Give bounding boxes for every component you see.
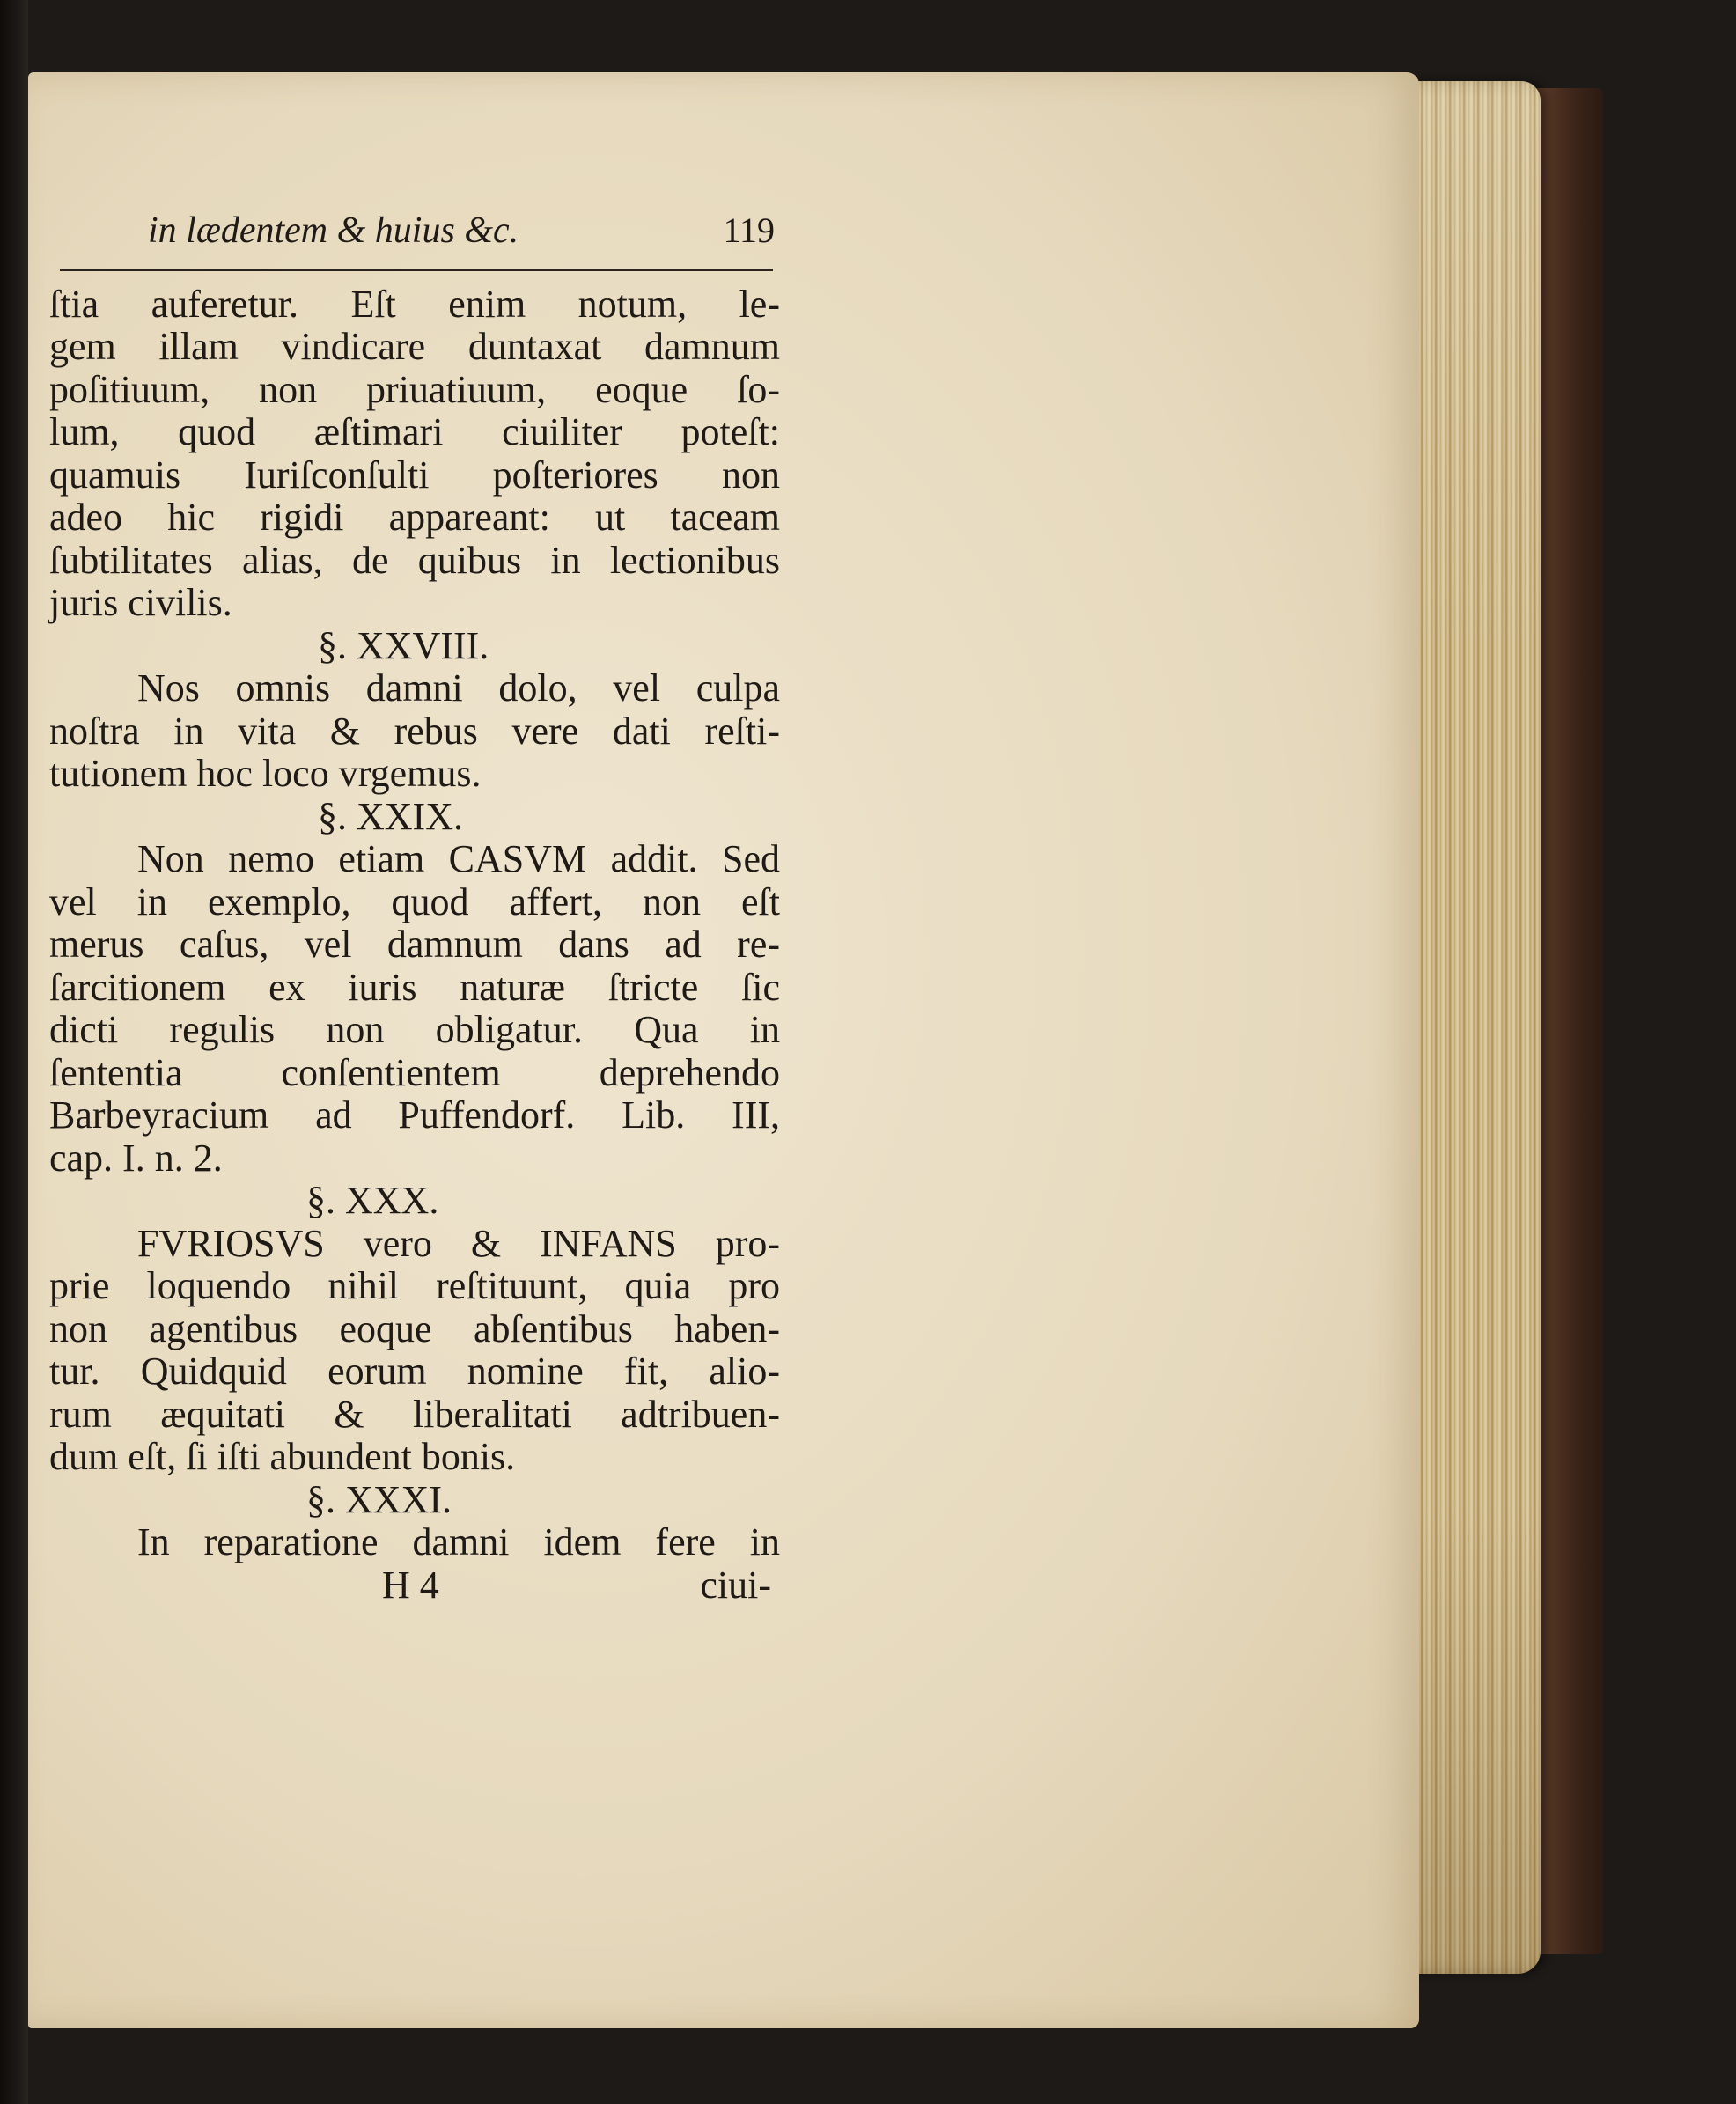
page-text: [49, 210, 780, 1607]
text-line: non agentibus eoque abſentibus haben-: [49, 1306, 780, 1350]
section-heading: §. XXVIII.: [318, 623, 489, 667]
text-line: lum, quod æſtimari ciuiliter poteſt:: [49, 410, 780, 453]
text-line: Nos omnis damni dolo, vel culpa: [137, 666, 780, 710]
text-line: Barbeyracium ad Puffendorf. Lib. III,: [49, 1093, 780, 1137]
section-heading: §. XXX.: [306, 1179, 439, 1222]
text-line: juris civilis.: [49, 581, 232, 624]
section-heading: §. XXXI.: [306, 1477, 452, 1521]
text-line: poſitiuum, non priuatiuum, eoque ſo-: [49, 367, 780, 411]
text-line: ſubtilitates alias, de quibus in lectionibus: [49, 538, 780, 582]
page-number: 119: [723, 210, 775, 250]
text-line: merus caſus, vel damnum dans ad re-: [49, 923, 780, 966]
section-heading: §. XXIX.: [318, 794, 463, 838]
left-binding-edge: [0, 0, 28, 2104]
text-line: rum æquitati & liberalitati adtribuen-: [49, 1392, 780, 1436]
text-line: prie loquendo nihil reſtituunt, quia pro: [49, 1264, 780, 1307]
text-line: In reparatione damni idem fere in: [137, 1520, 780, 1563]
running-head: in lædentem & huius &c.: [148, 210, 519, 251]
text-line: adeo hic rigidi appareant: ut taceam: [49, 496, 780, 539]
text-line: noſtra in vita & rebus vere dati reſti-: [49, 709, 780, 753]
text-line: ſtia auferetur. Eſt enim notum, le-: [49, 282, 780, 326]
text-line: ſententia conſentientem deprehendo: [49, 1050, 780, 1094]
text-line: quamuis Iuriſconſulti poſteriores non: [49, 452, 780, 497]
page-footer: [49, 1564, 780, 1607]
page-header: [49, 210, 780, 253]
text-line: vel in exemplo, quod affert, non eſt: [49, 879, 780, 923]
text-line: cap. I. n. 2.: [49, 1136, 223, 1180]
text-line: dicti regulis non obligatur. Qua in: [49, 1008, 780, 1051]
header-rule: [60, 269, 773, 271]
text-line: ſarcitionem ex iuris naturæ ſtricte ſic: [49, 965, 780, 1009]
text-line: tutionem hoc loco vrgemus.: [49, 752, 482, 795]
text-line: dum eſt, ſi iſti abundent bonis.: [49, 1435, 516, 1478]
text-line: gem illam vindicare duntaxat damnum: [49, 325, 780, 368]
signature-mark: H 4: [382, 1563, 439, 1607]
catchword: ciui-: [700, 1563, 771, 1607]
text-line: tur. Quidquid eorum nomine fit, alio-: [49, 1350, 780, 1393]
text-line: Non nemo etiam CASVM addit. Sed: [137, 837, 780, 880]
text-line: FVRIOSVS vero & INFANS pro-: [137, 1221, 780, 1265]
